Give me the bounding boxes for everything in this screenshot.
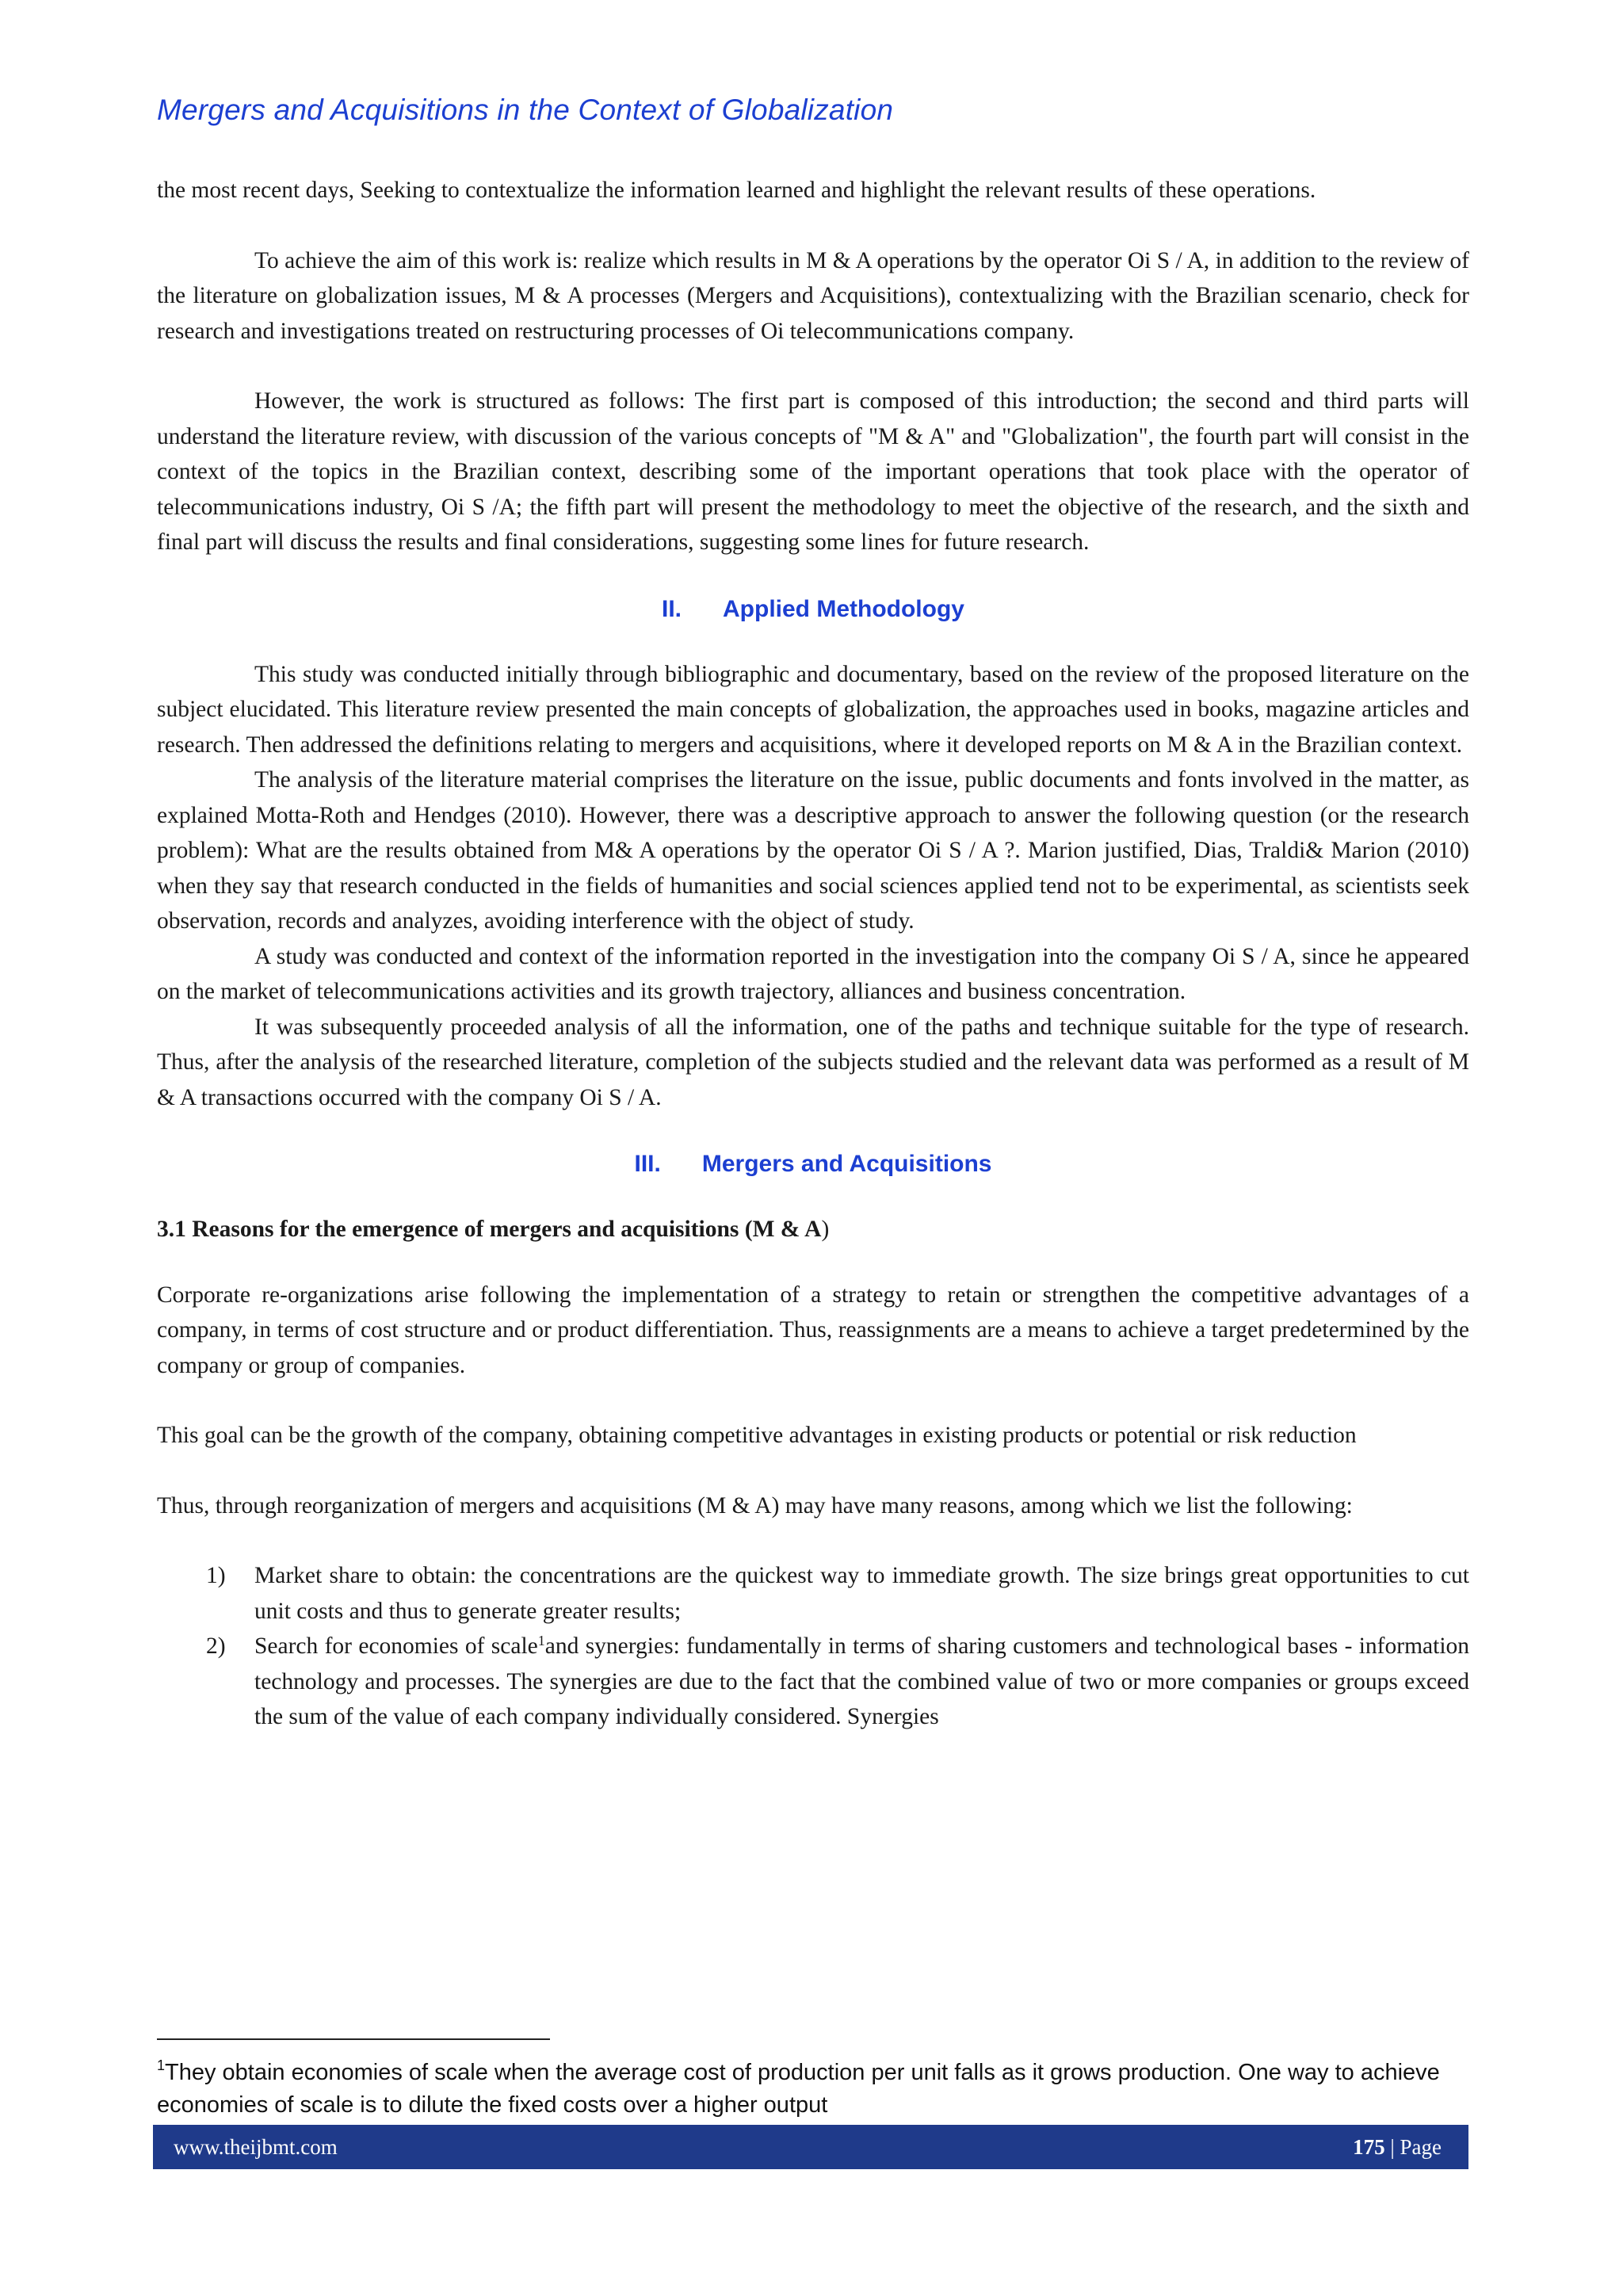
paragraph: This goal can be the growth of the company, obtaining competitive advantages in existing products or potential or risk reduction [157,1423,1357,1448]
list-marker: 1) [206,1563,226,1588]
subsection-title-end: ) [821,1217,830,1242]
footnote-reference[interactable]: 1 [537,1633,545,1648]
footnote-text: They obtain economies of scale when the average cost of production per unit falls as it grows production. One way to achieve economies of scale is to dilute the fixed costs over a higher output [157,2060,1440,2118]
subsection-heading [157,1212,1469,1247]
subsection-title: 3.1 Reasons for the emergence of mergers and acquisitions (M & A [157,1217,822,1242]
section-title: Applied Methodology [723,595,964,622]
paragraph: A study was conducted and context of the information reported in the investigation into the company Oi S / A, since he appeared on the market of telecommunications activities and its growth trajectory, alliances and business concentration. [157,943,1469,1004]
section-heading-mergers [157,1147,1469,1182]
list-item-text: and synergies: fundamentally in terms of sharing customers and technological bases - information technology and processes. The synergies are due to the fact that the combined value of two or more companies or groups exceed the sum of the value of each company individually considered. Synergies [254,1633,1470,1729]
paragraph: This study was conducted initially through bibliographic and documentary, based on the review of the proposed literature on the subject elucidated. This literature review presented the main concepts of globalization, the approaches used in books, magazine articles and research. Then addressed the definitions relating to mergers and acquisitions, where it developed reports on M & A in the Brazilian context. [157,661,1469,758]
paragraph: However, the work is structured as follows: The first part is composed of this introduction; the second and third parts will understand the literature review, with discussion of the various concepts of "M & A" and "Globalization", the fourth part will consist in the context of the topics in the Brazilian context, describing some of the important operations that took place with the operator of telecommunications industry, Oi S /A; the fifth part will present the methodology to meet the objective of the research, and the sixth and final part will discuss the results and final considerations, suggesting some lines for future research. [157,388,1469,555]
footnote [157,2057,1469,2122]
page-footer [153,2125,1468,2169]
page-label: Page [1400,2135,1442,2159]
list-marker: 2) [206,1633,226,1659]
list-item-text: Search for economies of scale [254,1633,538,1659]
paragraph: the most recent days, Seeking to contextualize the information learned and highlight the relevant results of these operations. [157,178,1316,203]
page-number: 175 [1353,2135,1385,2159]
page-indicator [1353,2135,1442,2160]
paragraph: It was subsequently proceeded analysis of all the information, one of the paths and technique suitable for the type of research. Thus, after the analysis of the researched literature, completion of the subjects studied and the relevant data was performed as a result of M & A transactions occurred with the company Oi S / A. [157,1014,1469,1110]
paragraph: Corporate re-organizations arise following the implementation of a strategy to retain or strengthen the competitive advantages of a company, in terms of cost structure and or product differentiation. Thus, reassignments are a means to achieve a target predetermined by the company or group of companies. [157,1282,1469,1378]
page-separator: | [1384,2135,1400,2159]
journal-url-link[interactable]: www.theijbmt.com [174,2135,338,2159]
body-content [157,173,1469,1735]
list-item-text: Market share to obtain: the concentrations are the quickest way to immediate growth. The size brings great opportunities to cut unit costs and thus to generate greater results; [254,1563,1469,1624]
list-item [157,1629,1469,1735]
running-head-title: Mergers and Acquisitions in the Context of Globalization [157,94,894,126]
section-heading-methodology [157,592,1469,627]
paragraph: Thus, through reorganization of mergers and acquisitions (M & A) may have many reasons, among which we list the following: [157,1492,1353,1519]
reasons-list [157,1558,1469,1735]
footnote-divider [157,2038,550,2040]
list-item [157,1558,1469,1629]
footnote-mark: 1 [157,2057,166,2073]
section-number: III. [634,1151,661,1177]
section-title: Mergers and Acquisitions [701,1151,992,1177]
section-number: II. [662,595,682,622]
paragraph: To achieve the aim of this work is: realize which results in M & A operations by the operator Oi S / A, in addition to the review of the literature on globalization issues, M & A processes (Mergers and Acquisitions), contextualizing with the Brazilian scenario, check for research and investigations treated on restructuring processes of Oi telecommunications company. [157,247,1469,344]
paragraph: The analysis of the literature material comprises the literature on the issue, public documents and fonts involved in the matter, as explained Motta-Roth and Hendges (2010). However, there was a descriptive approach to answer the following question (or the research problem): What are the results obtained from M& A operations by the operator Oi S / A ?. Marion justified, Dias, Traldi& Marion (2010) when they say that research conducted in the fields of humanities and social sciences applied tend not to be experimental, as scientists seek observation, records and analyzes, avoiding interference with the object of study. [157,767,1469,934]
